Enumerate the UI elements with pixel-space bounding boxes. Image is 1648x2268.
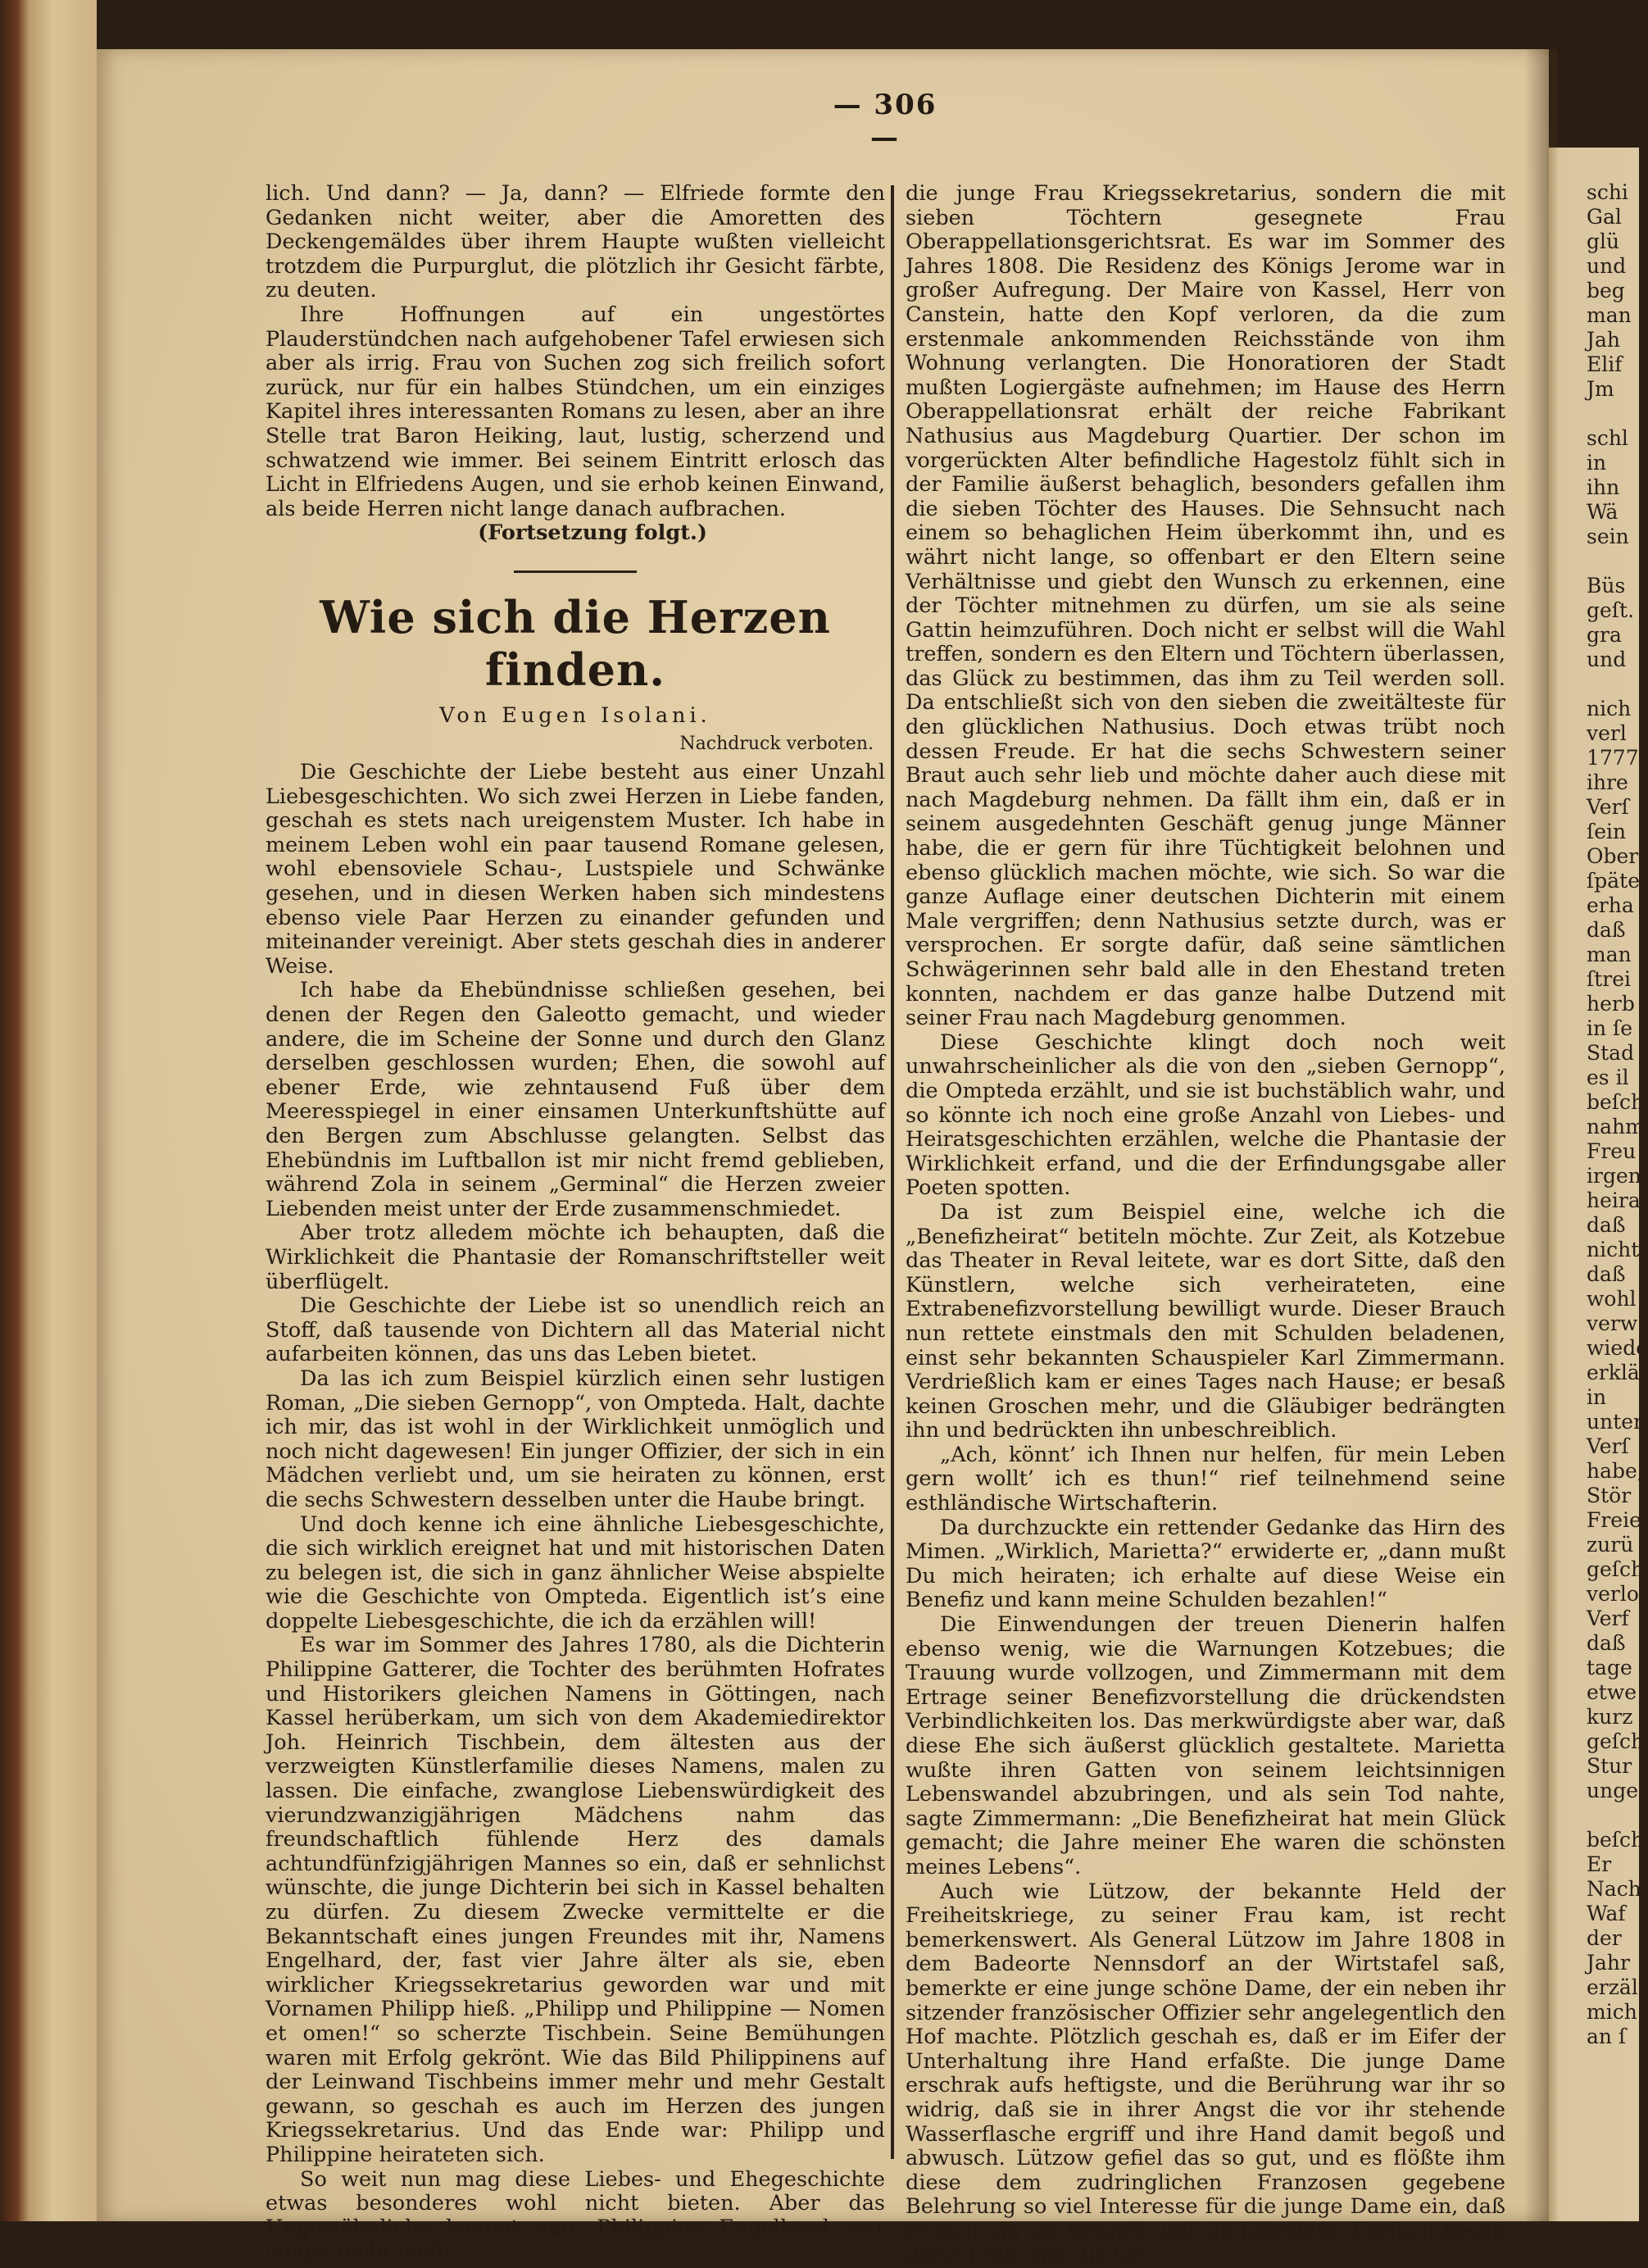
next-page-fragment: geſt. bbox=[1587, 598, 1635, 622]
next-page-fragment: und bbox=[1587, 648, 1627, 671]
next-page-fragment: schl bbox=[1587, 426, 1628, 450]
next-page-fragment: Gal bbox=[1587, 205, 1622, 229]
next-page-fragment: sein bbox=[1587, 525, 1629, 548]
next-page-fragment: man bbox=[1587, 303, 1632, 327]
left-column bbox=[266, 182, 885, 2265]
article-paragraph: Da durchzuckte ein rettender Gedanke das Hirn des Mimen. „Wirklich, Marietta?“ erwiderte er, „dann mußt Du mich heiraten; ich erhalte auf diese Weise ein Benefiz und kann meine Schulden bezahlen!“ bbox=[906, 1515, 1505, 1613]
continuation-paragraph: Ihre Hoffnungen auf ein ungestörtes Plauderstündchen nach aufgehobener Tafel erwiesen sich aber als irrig. Frau von Suchen zog sich freilich sofort zurück, nur für ein halbes Stündchen, um ein einziges Kapitel ihres interessanten Romans zu lesen, aber an ihre Stelle trat Baron Heiking, laut, lustig, scherzend und schwatzend wie immer. Bei seinem Eintritt erlosch das Licht in Elfriedens Augen, und sie erhob keinen Einwand, als beide Herren nicht lange danach aufbrachen. bbox=[266, 302, 885, 521]
next-page-fragment: Büs bbox=[1587, 574, 1626, 598]
right-column bbox=[906, 182, 1505, 2268]
next-page-fragment: an ſ bbox=[1587, 2025, 1627, 2048]
next-page-fragment: ſpäte bbox=[1587, 869, 1641, 893]
next-page-fragment: zurü bbox=[1587, 1533, 1634, 1557]
next-page-fragment: erha bbox=[1587, 893, 1634, 917]
article-paragraph: „Ach, könnt’ ich Ihnen nur helfen, für mein Leben gern wollt’ ich es thun!“ rief teilnehmend seine esthländische Wirtschafterin. bbox=[906, 1442, 1505, 1516]
article-paragraph: Da ist zum Beispiel eine, welche ich die „Benefizheirat“ betiteln möchte. Zur Zeit, als Kotzebue das Theater in Reval leitete, war es dort Sitte, daß den Künstlern, welche sich verheirateten, eine Extrabenefizvorstellung bewilligt wurde. Dieser Brauch nun rettete einstmals den mit Schulden beladenen, einst sehr bekannten Schauspieler Karl Zimmermann. Verdrießlich kam er eines Tages nach Hause; er besaß keinen Groschen mehr, und die Gläubiger bedrängten ihn und bedrückten ihn unbeschreiblich. bbox=[906, 1199, 1505, 1443]
next-page-fragment: ſein bbox=[1587, 820, 1627, 843]
next-page-fragment: Ober bbox=[1587, 844, 1639, 868]
next-page-fragment: Stör bbox=[1587, 1484, 1632, 1507]
column-rule bbox=[891, 185, 894, 2159]
next-page-fragment: erzäl bbox=[1587, 1975, 1638, 1999]
book-spine-edge bbox=[0, 0, 97, 2221]
article-paragraph: Die Geschichte der Liebe besteht aus einer Unzahl Liebesgeschichten. Wo sich zwei Herzen in Liebe fanden, geschah es stets nach ureigenstem Muster. Ich habe in meinem Leben wohl ein paar tausend Romane gelesen, wohl ebensoviele Schau-, Lustspiele und Schwänke gesehen, und in diesen Werken haben sich mindestens ebenso viele Paar Herzen zu einander gefunden und miteinander vereinigt. Aber stets geschah dies in anderer Weise. bbox=[266, 760, 885, 979]
next-page-fragment: beſch bbox=[1587, 1090, 1645, 1114]
continuation-paragraph: lich. Und dann? — Ja, dann? — Elfriede formte den Gedanken nicht weiter, aber die Amoretten des Deckengemäldes über ihrem Haupte wußten vielleicht trotzdem die Purpurglut, die plötzlich ihr Gesicht färbte, zu deuten. bbox=[266, 181, 885, 303]
article-paragraph: Da las ich zum Beispiel kürzlich einen sehr lustigen Roman, „Die sieben Gernopp“, von Ompteda. Halt, dachte ich mir, das ist wohl in der Wirklichkeit unmöglich und noch nicht dagewesen! Ein junger Offizier, der sich in ein Mädchen verliebt und, um sie heiraten zu können, erst die sechs Schwestern desselben unter die Haube bringt. bbox=[266, 1366, 885, 1512]
next-page-fragment: Jm bbox=[1587, 377, 1614, 401]
next-page-edge bbox=[1549, 148, 1648, 2221]
next-page-fragment: ihn bbox=[1587, 475, 1620, 499]
next-page-fragment: mich bbox=[1587, 2000, 1637, 2024]
next-page-fragment: beſch bbox=[1587, 1828, 1645, 1852]
next-page-fragment: ſtrei bbox=[1587, 967, 1632, 991]
next-page-fragment: Er bbox=[1587, 1852, 1612, 1876]
next-page-fragment: herb bbox=[1587, 992, 1635, 1016]
next-page-fragment: Wä bbox=[1587, 500, 1618, 524]
article-headline: Wie sich die Herzen finden. bbox=[320, 590, 831, 696]
article-paragraph: Die Einwendungen der treuen Dienerin halfen ebenso wenig, wie die Warnungen Kotzebues; die Trauung wurde vollzogen, und Zimmermann mit dem Ertrage seiner Benefizvorstellung die drückendsten Verbindlichkeiten los. Das merkwürdigste aber war, daß diese Ehe sich äußerst glücklich gestaltete. Marietta wußte ihren Gatten von seinem leichtsinnigen Lebenswandel abzubringen, und als sein Tod nahte, sagte Zimmermann: „Die Benefizheirat hat mein Glück gemacht; die Jahre meiner Ehe waren die schönsten meines Lebens“. bbox=[906, 1612, 1505, 1879]
next-page-fragment: 1777 bbox=[1587, 746, 1639, 770]
article-paragraph: Aber trotz alledem möchte ich behaupten, daß die Wirklichkeit die Phantasie der Romanschriftsteller weit überflügelt. bbox=[266, 1220, 885, 1294]
next-page-fragment: Freie bbox=[1587, 1508, 1641, 1532]
next-page-fragment: kurz bbox=[1587, 1705, 1633, 1729]
article-paragraph: So weit nun mag diese Liebes- und Ehegeschichte etwas besonderes wohl nicht bieten. Aber das Ungewöhnliche kommt nun. Philippine Engelhard war längst nicht mehr bbox=[266, 2166, 885, 2265]
article-paragraph: Auch wie Lützow, der bekannte Held der Freiheitskriege, zu seiner Frau kam, ist recht bemerkenswert. Als General Lützow im Jahre 1808 in dem Badeorte Nennsdorf an der Wirtstafel saß, bemerkte er eine junge schöne Dame, der ein neben ihr sitzender französischer Offizier sehr angelegentlich den Hof machte. Plötzlich geschah es, daß er im Eifer der Unterhaltung ihre Hand erfaßte. Die junge Dame erschrak aufs heftigste, und die Berührung war ihr so widrig, daß sie in ihrer Angst die vor ihr stehende Wasserflasche ergriff und ihre Hand damit begoß und abwusch. Lützow gefiel das so gut, und es flößte ihm diese dem zudringlichen Franzosen gegebene Belehrung so viel Interesse für die junge Dame ein, daß er sich um sie bewarb und sie heiratete. Freilich besaß diese Frau, wie die Ge- bbox=[906, 1879, 1505, 2268]
continued-note: (Fortsetzung folgt.) bbox=[478, 520, 707, 546]
next-page-fragment: wohl bbox=[1587, 1287, 1637, 1311]
next-page-fragment: wiede bbox=[1587, 1336, 1648, 1360]
next-page-fragment: Jah bbox=[1587, 328, 1621, 352]
next-page-fragment: geſch bbox=[1587, 1729, 1645, 1753]
next-page-fragment: unter bbox=[1587, 1410, 1643, 1434]
next-page-fragment: habe, bbox=[1587, 1459, 1644, 1483]
section-divider bbox=[514, 570, 637, 573]
next-page-fragment: Verſ bbox=[1587, 1434, 1629, 1458]
next-page-fragment: es il bbox=[1587, 1066, 1629, 1089]
next-page-fragment: Stad bbox=[1587, 1041, 1635, 1065]
next-page-fragment: erklä bbox=[1587, 1361, 1640, 1384]
next-page-fragment: unge bbox=[1587, 1779, 1639, 1802]
next-page-fragment: Waf bbox=[1587, 1902, 1626, 1925]
next-page-fragment: Jahr bbox=[1587, 1951, 1630, 1975]
article-paragraph: Die Geschichte der Liebe ist so unendlich reich an Stoff, daß tausende von Dichtern all das Material nicht aufarbeiten können, das uns das Leben bietet. bbox=[266, 1293, 885, 1367]
article-paragraph: Diese Geschichte klingt doch noch weit unwahrscheinlicher als die von den „sieben Gernopp“, die Ompteda erzählt, und sie ist buchstäblich wahr, und so könnte ich noch eine große Anzahl von Liebes- und Heiratsgeschichten erzählen, welche die Phantasie der Wirklichkeit erfand, und die der Erfindungsgabe aller Poeten spotten. bbox=[906, 1029, 1505, 1201]
next-page-fragment: nich bbox=[1587, 697, 1632, 720]
next-page-fragment: tage bbox=[1587, 1656, 1632, 1679]
next-page-fragment: nahm bbox=[1587, 1115, 1645, 1139]
next-page-fragment: verlo bbox=[1587, 1582, 1639, 1606]
next-page-fragment: nicht bbox=[1587, 1238, 1640, 1261]
next-page-fragment: heira bbox=[1587, 1189, 1641, 1212]
next-page-fragment: glü bbox=[1587, 230, 1620, 253]
article-paragraph: die junge Frau Kriegssekretarius, sondern die mit sieben Töchtern gesegnete Frau Oberappellationsgerichtsrat. Es war im Sommer des Jahres 1808. Die Residenz des Königs Jerome war in großer Aufregung. Der Maire von Kassel, Herr von Canstein, hatte den Kopf verloren, da die zum erstenmale ankommenden Reichsstände von ihm Wohnung verlangten. Die Honoratioren der Stadt mußten Logiergäste aufnehmen; im Hause des Herrn Oberappellationsrat erhält der reiche Fabrikant Nathusius aus Magdeburg Quartier. Der schon im vorgerückten Alter befindliche Hagestolz fühlt sich in der Familie äußerst behaglich, besonders gefallen ihm die sieben Töchter des Hauses. Die Sehnsucht nach einem so behaglichen Heim überkommt ihn, und es währt nicht lange, so offenbart er den Eltern seine Verhältnisse und giebt den Wunsch zu erkennen, eine der Töchter mitnehmen zu dürfen, um sie als seine Gattin heimzuführen. Doch nicht er selbst will die Wahl treffen, sondern es den Eltern und Töchtern überlassen, das Glück zu bestimmen, das ihm zu Teil werden soll. Da entschließt sich von den sieben die zweitälteste für den glücklichen Nathusius. Doch etwas trübt noch dessen Freude. Er hat die sechs Schwestern seiner Braut auch sehr lieb und möchte daher auch diese mit nach Magdeburg nehmen. Da fällt ihm ein, daß er in seinem ausgedehnten Geschäft genug junge Männer habe, die er gern für ihre Tüchtigkeit belohnen und ebenso glücklich machen möchte, wie sich. So war die ganze Auflage einer deutschen Dichterin mit einem Male vergriffen; denn Nathusius setzte durch, was er versprochen. Er sorgte dafür, daß seine sämtlichen Schwägerinnen sehr bald alle in den Ehestand treten konnten, nachdem er das ganze halbe Dutzend mit seiner Frau nach Magdeburg genommen. bbox=[906, 181, 1505, 1031]
next-page-fragment: Freu bbox=[1587, 1139, 1637, 1163]
article-paragraph: Es war im Sommer des Jahres 1780, als die Dichterin Philippine Gatterer, die Tochter des berühmten Hofrates und Historikers gleichen Namens in Göttingen, nach Kassel herüberkam, um sich von dem Akademiedirektor Joh. Heinrich Tischbein, dem ältesten aus der verzweigten Künstlerfamilie dieses Namens, malen zu lassen. Die einfache, zwanglose Liebenswürdigkeit des vierundzwanzigjährigen Mädchens nahm das freundschaftlich fühlende Herz des damals achtundfünfzigjährigen Mannes so ein, daß er sehnlichst wünschte, die junge Dichterin bei sich in Kassel behalten zu dürfen. Zu diesem Zwecke vermittelte er die Bekanntschaft eines jungen Freundes mit ihr, Namens Engelhard, der, fast vier Jahre älter als sie, eben wirklicher Kriegssekretarius geworden war und mit Vornamen Philipp hieß. „Philipp und Philippine — Nomen et omen!“ so scherzte Tischbein. Seine Bemühungen waren mit Erfolg gekrönt. Wie das Bild Philippinens auf der Leinwand Tischbeins immer mehr und mehr Gestalt gewann, so geschah es auch im Herzen des jungen Kriegssekretarius. Und das Ende war: Philipp und Philippine heirateten sich. bbox=[266, 1633, 885, 2167]
next-page-fragment: irgen bbox=[1587, 1164, 1641, 1188]
rights-notice: Nachdruck verboten. bbox=[679, 733, 874, 754]
next-page-fragment: ihre bbox=[1587, 770, 1628, 794]
next-page-fragment: daß bbox=[1587, 1631, 1626, 1655]
next-page-fragment: in bbox=[1587, 1385, 1607, 1409]
next-page-fragment: der bbox=[1587, 1926, 1622, 1950]
next-page-fragment: gra bbox=[1587, 623, 1622, 647]
article-paragraph: Und doch kenne ich eine ähnliche Liebesgeschichte, die sich wirklich ereignet hat und mit historischen Daten zu belegen ist, die sich in ganz ähnlicher Weise abspielte wie die Geschichte von Ompteda. Eigentlich ist’s eine doppelte Liebesgeschichte, die ich da erzählen will! bbox=[266, 1511, 885, 1634]
next-page-fragment: daß bbox=[1587, 1262, 1626, 1286]
next-page-fragment: daß bbox=[1587, 1213, 1626, 1237]
next-page-fragment: schi bbox=[1587, 180, 1628, 204]
next-page-fragment: Verf bbox=[1587, 1607, 1629, 1630]
next-page-fragment: in ſe bbox=[1587, 1016, 1633, 1040]
next-page-fragment: in bbox=[1587, 451, 1607, 475]
next-page-fragment: geſch bbox=[1587, 1557, 1645, 1581]
next-page-fragment: verw bbox=[1587, 1311, 1638, 1335]
next-page-fragment: Elif bbox=[1587, 352, 1623, 376]
next-page-fragment: etwe bbox=[1587, 1680, 1637, 1704]
page-number: — 306 — bbox=[833, 89, 937, 154]
next-page-fragment: Verſ bbox=[1587, 795, 1629, 819]
next-page-fragment: daß bbox=[1587, 918, 1626, 942]
next-page-fragment: verl bbox=[1587, 721, 1627, 745]
next-page-fragment: und bbox=[1587, 254, 1627, 278]
next-page-fragment: man bbox=[1587, 943, 1632, 966]
next-page-fragment: Nach bbox=[1587, 1877, 1641, 1901]
next-page-fragment: beg bbox=[1587, 279, 1625, 302]
article-paragraph: Ich habe da Ehebündnisse schließen gesehen, bei denen der Regen den Galeotto gemacht, und wieder andere, die im Scheine der Sonne und durch den Glanz derselben geschlossen wurden; Ehen, die sowohl auf ebener Erde, wie zehntausend Fuß über dem Meeresspiegel in einer einsamen Unterkunftshütte auf den Bergen zum Abschlusse gelangten. Selbst das Ehebündnis im Luftballon ist mir nicht fremd geblieben, während Zola in seinem „Germinal“ die Herzen zweier Liebenden meist unter der Erde zusammenschmiedet. bbox=[266, 978, 885, 1221]
next-page-fragment: Stur bbox=[1587, 1754, 1632, 1778]
article-byline: Von Eugen Isolani. bbox=[439, 702, 711, 728]
